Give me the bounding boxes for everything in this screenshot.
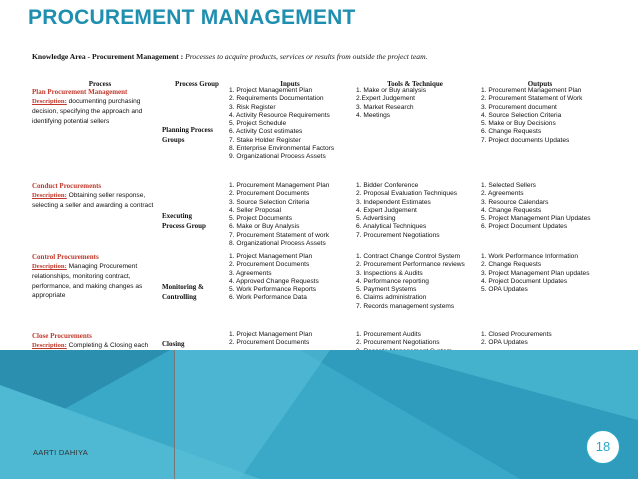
input-item: 5. Work Performance Reports <box>229 286 317 294</box>
output-item: 2. OPA Updates <box>481 339 528 347</box>
output-item: 3. Procurement document <box>481 103 557 111</box>
input-item: 3. Agreements <box>229 269 272 277</box>
input-item: 5. Project Documents <box>229 215 293 223</box>
outputs-list <box>481 331 636 348</box>
input-item: 1. Project Management Plan <box>229 87 313 94</box>
process-title: Control Procurements <box>32 253 99 261</box>
output-item: 2. Change Requests <box>481 261 542 269</box>
output-item: 6. Change Requests <box>481 128 542 136</box>
process-description <box>32 262 162 301</box>
description-text: Completing & Closing each <box>68 342 149 349</box>
output-item: 2. Procurement Statement of Work <box>481 95 583 103</box>
description-label: Description: <box>32 98 67 105</box>
inputs-list <box>229 182 354 248</box>
input-item: 4. Seller Proposal <box>229 206 282 214</box>
output-item: 4. Source Selection Criteria <box>481 111 562 119</box>
output-item: 1. Selected Sellers <box>481 182 536 189</box>
header-tools: Tools & Technique <box>387 80 443 88</box>
output-item: 4. Project Document Updates <box>481 277 568 285</box>
outputs-list <box>481 253 636 294</box>
output-item: 6. Project Document Updates <box>481 223 568 231</box>
tool-item: 4. Expert Judgement <box>356 206 417 214</box>
input-item: 3. Source Selection Criteria <box>229 198 310 206</box>
description-text: Obtaining seller response, selecting a seller and awarding a contract <box>32 192 154 209</box>
input-item: 1. Project Management Plan <box>229 331 313 338</box>
output-item: 7. Project documents Updates <box>481 136 570 144</box>
input-item: 7. Procurement Statement of work <box>229 231 330 239</box>
output-item: 2. Agreements <box>481 190 524 198</box>
input-item: 1. Project Management Plan <box>229 253 313 260</box>
output-item: 3. Project Management Plan updates <box>481 269 590 277</box>
input-item: 8. Enterprise Environmental Factors <box>229 145 335 153</box>
tool-item: 2. Proposal Evaluation Techniques <box>356 190 458 198</box>
page-number: 18 <box>586 430 620 464</box>
tool-item: 3. Market Research <box>356 103 414 111</box>
tool-item: 1. Procurement Audits <box>356 331 421 338</box>
tool-item: 7. Procurement Negotiations <box>356 231 440 239</box>
output-item: 5. Make or Buy Decisions <box>481 120 556 128</box>
outputs-list <box>481 87 636 145</box>
tool-item: 2. Procurement Performance reviews <box>356 261 465 269</box>
tool-item: 3. Independent Estimates <box>356 198 431 206</box>
outputs-list <box>481 182 636 232</box>
decorative-band <box>0 350 638 479</box>
process-cell-control <box>32 253 162 301</box>
tools-list <box>356 87 478 120</box>
process-group-cell <box>162 126 232 145</box>
tool-item: 6. Claims administration <box>356 294 427 302</box>
process-cell-conduct <box>32 182 162 211</box>
tools-list <box>356 182 478 240</box>
process-group-line: Controlling <box>162 292 197 301</box>
process-group-line: Process Group <box>162 221 206 230</box>
knowledge-area-text: Processes to acquire products, services or results from outside the project team. <box>185 52 428 61</box>
input-item: 2. Procurement Documents <box>229 339 310 347</box>
output-item: 5. OPA Updates <box>481 286 528 294</box>
input-item: 2. Requirements Documentation <box>229 95 324 103</box>
description-label: Description: <box>32 342 67 349</box>
output-item: 3. Resource Calendars <box>481 198 549 206</box>
tool-item: 4. Performance reporting <box>356 277 429 285</box>
input-item: 5. Project Schedule <box>229 120 287 128</box>
slide-title: PROCUREMENT MANAGEMENT <box>28 6 356 29</box>
input-item: 9. Organizational Process Assets <box>229 153 326 161</box>
header-process: Process <box>88 80 112 88</box>
output-item: 1. Work Performance Information <box>481 253 578 260</box>
input-item: 2. Procurement Documents <box>229 190 310 198</box>
footer-author: AARTI DAHIYA <box>33 448 89 457</box>
header-process-group: Process Group <box>175 80 219 88</box>
header-inputs: Inputs <box>280 80 300 88</box>
process-title: Close Procurements <box>32 332 92 340</box>
description-text: Managing Procurement relationships, monitoring contract, performance, and making changes as appropriate <box>32 263 143 300</box>
inputs-list <box>229 87 354 162</box>
tool-item: 2.Expert Judgement <box>356 95 416 103</box>
input-item: 7. Stake Holder Register <box>229 136 301 144</box>
input-item: 8. Organizational Process Assets <box>229 240 326 248</box>
tool-item: 2. Procurement Negotiations <box>356 339 440 347</box>
process-group-cell <box>162 340 232 350</box>
tool-item: 3. Inspections & Audits <box>356 269 423 277</box>
process-group-line: Executing <box>162 212 192 220</box>
tool-item: 7. Records management systems <box>356 302 455 310</box>
tool-item: 1. Make or Buy analysis <box>356 87 426 94</box>
process-description <box>32 191 162 211</box>
description-label: Description: <box>32 192 67 199</box>
process-description <box>32 97 162 126</box>
tool-item: 4. Meetings <box>356 111 391 119</box>
description-label: Description: <box>32 263 67 270</box>
input-item: 6. Work Performance Data <box>229 294 307 302</box>
input-item: 1. Procurement Management Plan <box>229 182 330 189</box>
description-text: documenting purchasing decision, specifying the approach and identifying potential sellers <box>32 98 143 125</box>
input-item: 4. Activity Resource Requirements <box>229 111 330 119</box>
process-group-line: Groups <box>162 135 185 144</box>
process-group-line: Planning Process <box>162 126 214 134</box>
output-item: 1. Procurement Management Plan <box>481 87 582 94</box>
input-item: 3. Risk Register <box>229 103 276 111</box>
process-group-cell <box>162 212 232 231</box>
output-item: 5. Project Management Plan Updates <box>481 215 591 223</box>
process-title: Conduct Procurements <box>32 182 102 190</box>
input-item: 6. Make or Buy Analysis <box>229 223 300 231</box>
header-outputs: Outputs <box>527 80 553 88</box>
knowledge-area-label: Knowledge Area - Procurement Management : <box>32 52 184 61</box>
inputs-list <box>229 253 354 303</box>
process-group-line: Closing <box>162 340 185 348</box>
tools-list <box>356 253 481 311</box>
output-item: 1. Closed Procurements <box>481 331 552 338</box>
divider-line <box>174 350 175 479</box>
process-group-line: Monitoring & <box>162 283 204 291</box>
input-item: 2. Procurement Documents <box>229 261 310 269</box>
tool-item: 5. Advertising <box>356 215 396 223</box>
knowledge-area-line <box>32 52 632 61</box>
input-item: 6. Activity Cost estimates <box>229 128 303 136</box>
process-title: Plan Procurement Management <box>32 88 128 96</box>
tool-item: 1. Contract Change Control System <box>356 253 461 260</box>
tool-item: 6. Analytical Techniques <box>356 223 427 231</box>
tool-item: 5. Payment Systems <box>356 286 417 294</box>
output-item: 4. Change Requests <box>481 206 542 214</box>
process-cell-plan <box>32 88 162 126</box>
tool-item: 1. Bidder Conference <box>356 182 419 189</box>
process-group-cell <box>162 283 232 302</box>
input-item: 4. Approved Change Requests <box>229 277 319 285</box>
inputs-list <box>229 331 354 348</box>
